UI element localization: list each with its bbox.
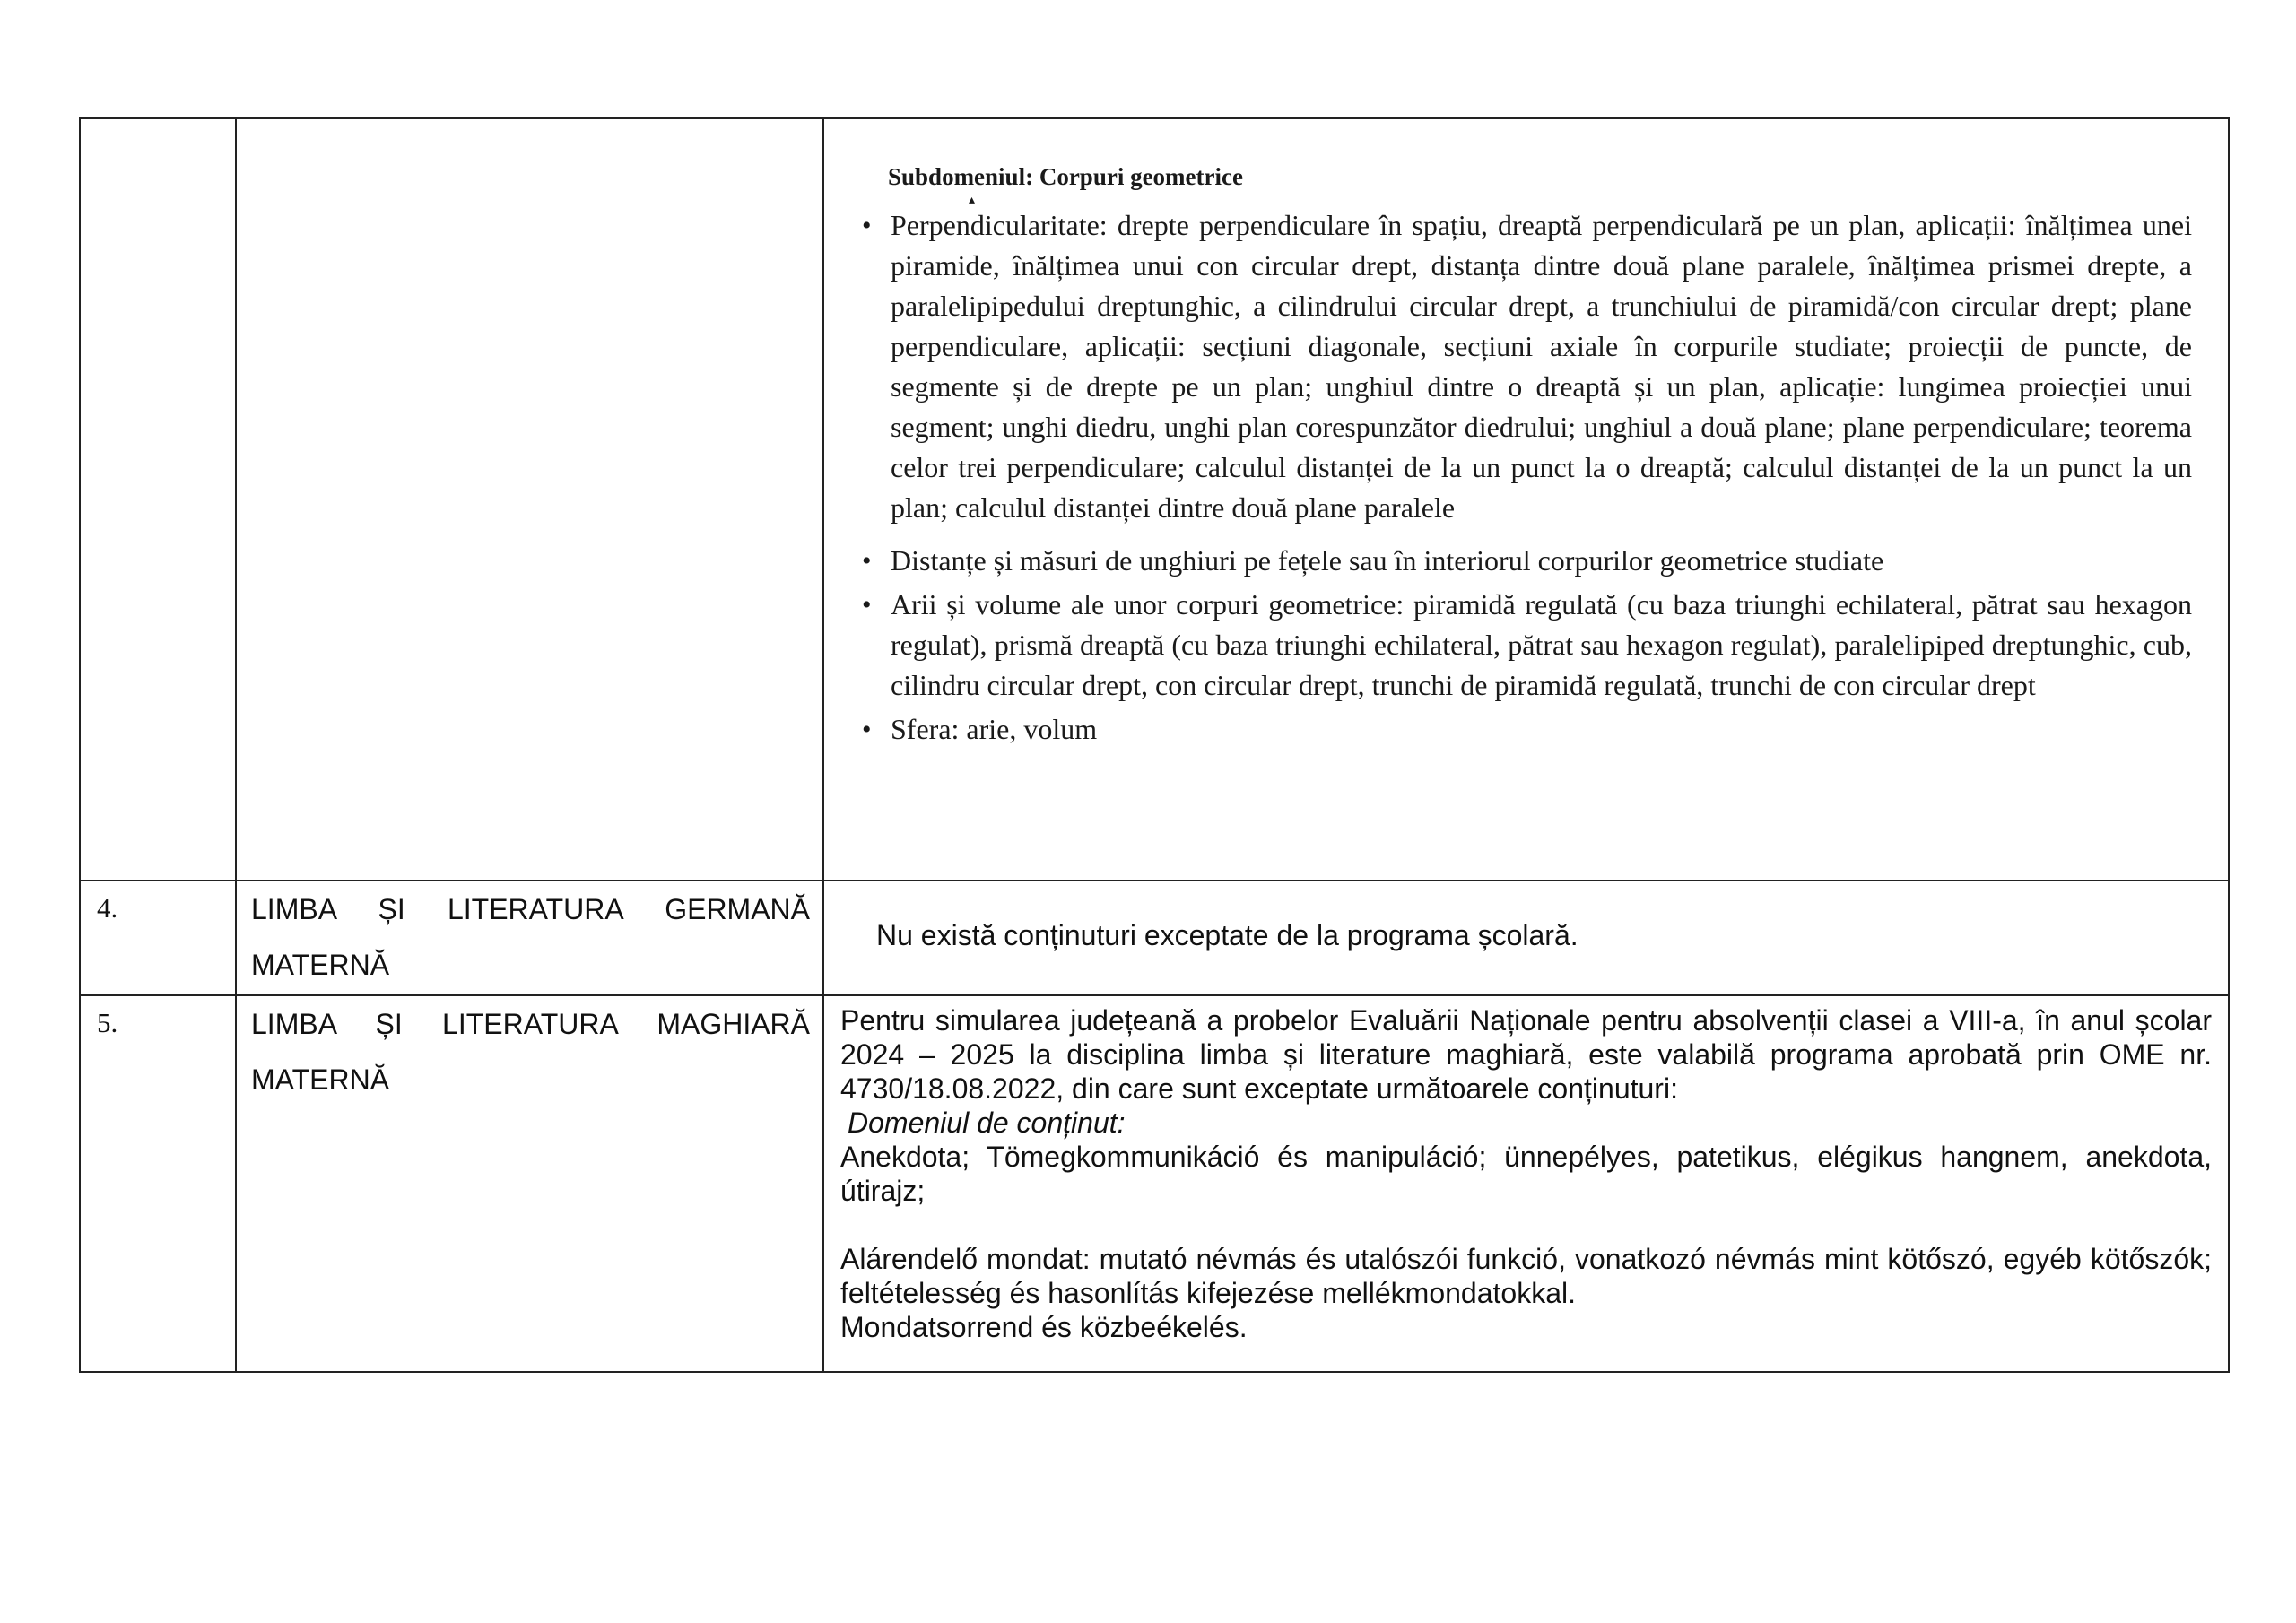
number-cell [80,995,236,1372]
table-row [80,118,2229,881]
subject-cell [236,881,823,995]
subject-name [237,996,822,1107]
subject-line: MATERNĂ [251,949,390,981]
list-item-text: Perpendicularitate: drepte perpendiculare în spațiu, dreaptă perpendiculară pe un plan, aplicații: înălțimea unei piramide, înălțimea unui con circular drept, distanța dintre două plane paralele, înălțimea prismei drepte, a paralelipipedului dreptunghic, a cilindrului circular drept, a trunchiului de piramidă/con circular drept; plane perpendiculare, aplicații: secțiuni diagonale, secțiuni axiale în corpurile studiate; proiecții de puncte, de segmente și de drepte pe un plan; unghiul dintre o dreaptă și un plan, aplicație: lungimea proiecției unui segment; unghi diedru, unghi plan corespunzător diedrului; unghiul a două plane; plane perpendiculare; teorema celor trei perpendiculare; calculul distanței de la un punct la o dreaptă; calculul distanței de la un punct la un plan; calculul distanței dintre două plane paralele [891,209,2192,524]
list-item [862,541,2192,581]
content-cell [823,995,2229,1372]
list-item-text: Distanțe și măsuri de unghiuri pe fețele sau în interiorul corpurilor geometrice studiate [891,544,1884,577]
content-list [862,205,2192,750]
subject-line: MATERNĂ [251,1063,390,1096]
content-item: Mondatsorrend és közbeékelés. [840,1311,1248,1343]
subject-cell [236,118,823,881]
table-row [80,995,2229,1372]
content-cell [823,118,2229,881]
number-cell [80,118,236,881]
spacer [840,1208,2212,1242]
row-number: 4. [97,892,118,924]
subject-cell [236,995,823,1372]
content-block [824,996,2228,1348]
subject-name [237,881,822,993]
content-cell [823,881,2229,995]
subject-line: LIMBA ȘI LITERATURA GERMANĂ [251,893,810,925]
scan-mark: ▴ [969,194,976,207]
content-text: Nu există conținuturi exceptate de la programa școlară. [876,919,1578,951]
list-item [862,585,2192,706]
list-item-text: Arii și volume ale unor corpuri geometrice: piramidă regulată (cu baza triunghi echilateral, pătrat sau hexagon regulat), prismă dreaptă (cu baza triunghi echilateral, pătrat sau hexagon regulat), paralelipiped dreptunghic, cub, cilindru circular drept, con circular drept, trunchi de piramidă regulată, trunchi de con circular drept [891,588,2192,701]
intro-paragraph: Pentru simularea județeană a probelor Evaluării Naționale pentru absolvenții clasei a VIII-a, în anul școlar 2024 – 2025 la disciplina limba și literature maghiară, este valabilă programa aprobată prin OME nr. 4730/18.08.2022, din care sunt exceptate următoarele conținuturi: [840,1004,2212,1105]
content-item: Alárendelő mondat: mutató névmás és utalószói funkció, vonatkozó névmás mint kötőszó, egyéb kötőszók; feltételesség és hasonlítás kifejezése mellékmondatokkal. [840,1243,2212,1309]
bullet-icon: • [862,211,872,240]
number-cell [80,881,236,995]
bullet-icon: • [862,715,872,744]
list-item [862,205,2192,528]
bullet-icon: • [862,590,872,620]
content-item: Anekdota; Tömegkommunikáció és manipuláció; ünnepélyes, patetikus, elégikus hangnem, anekdota, útirajz; [840,1141,2212,1207]
bullet-icon: • [862,546,872,576]
list-item-text: Sfera: arie, volum [891,713,1098,745]
subdomain-title: Subdomeniul: Corpuri geometrice [888,163,1243,190]
geometry-scan-block [824,119,2228,757]
table-row [80,881,2229,995]
exceptions-table [79,117,2230,1373]
domain-label: Domeniul de conținut: [848,1107,1126,1139]
row-number: 5. [97,1007,118,1038]
list-item [862,709,2192,750]
subject-line: LIMBA ȘI LITERATURA MAGHIARĂ [251,1008,810,1040]
